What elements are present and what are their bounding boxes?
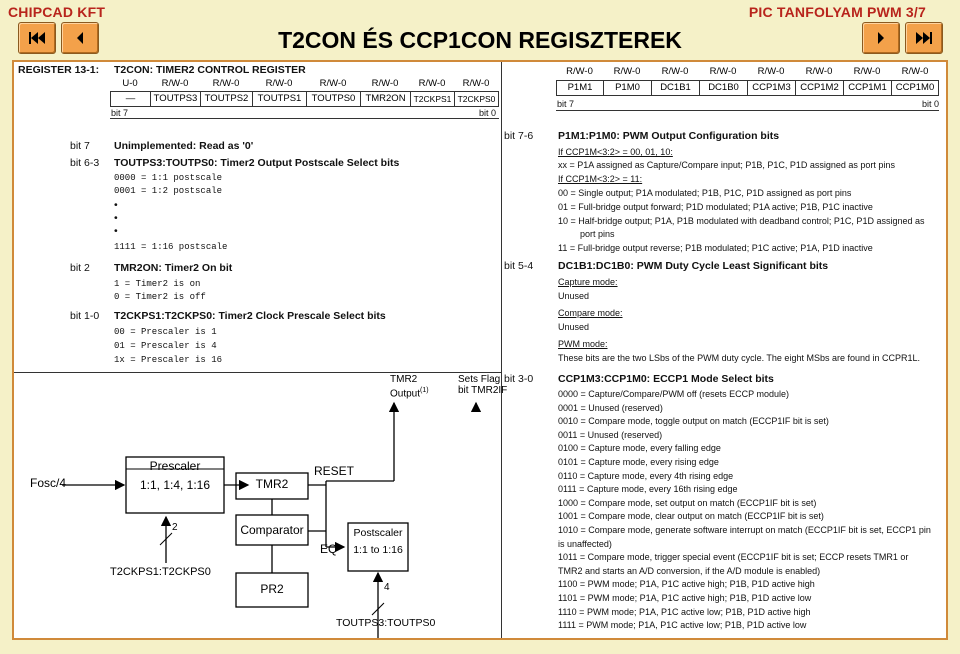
- mode-item: TMR2 and starts an A/D conversion, if the A/D module is enabled): [558, 565, 821, 576]
- bit-cell: TMR2ON: [360, 91, 411, 107]
- bit-cell: P1M1: [556, 80, 604, 96]
- access-5: R/W-0: [371, 78, 399, 89]
- access-7: R/W-0: [901, 66, 929, 77]
- bit-cell: TOUTPS1: [252, 91, 307, 107]
- mode-item: 1010 = Compare mode, generate software interrupt on match (ECCP1IF bit is set, ECCP1 pin: [558, 524, 931, 535]
- option-line: 00 = Single output; P1A modulated; P1B, P1C, P1D assigned as port pins: [558, 188, 852, 198]
- access-6: R/W-0: [853, 66, 881, 77]
- access-2: R/W-0: [212, 78, 240, 89]
- access-5: R/W-0: [805, 66, 833, 77]
- bit-description: DC1B1:DC1B0: PWM Duty Cycle Least Significant bits: [558, 260, 829, 272]
- mode-item: 0101 = Capture mode, every rising edge: [558, 456, 719, 467]
- register-title: T2CON: TIMER2 CONTROL REGISTER: [114, 64, 306, 76]
- triangle-left-icon: [74, 31, 86, 45]
- tmr2-output-label: [390, 374, 429, 399]
- bit-cell: DC1B1: [651, 80, 700, 96]
- access-2: R/W-0: [661, 66, 689, 77]
- prescaler-values: 1:1, 1:4, 1:16: [139, 478, 211, 492]
- bit-cell: CCP1M0: [891, 80, 939, 96]
- timer2-block-diagram: [14, 373, 501, 638]
- pr2-label: PR2: [260, 582, 284, 596]
- bit-cell: TOUTPS2: [200, 91, 253, 107]
- previous-page-button[interactable]: [61, 22, 99, 54]
- bit-cell: CCP1M3: [747, 80, 796, 96]
- mode-item: 0000 = Capture/Compare/PWM off (resets ECCP module): [558, 389, 790, 399]
- bit-7-label: bit 7: [111, 108, 129, 118]
- access-6: R/W-0: [418, 78, 446, 89]
- comparator-label: Comparator: [240, 523, 304, 537]
- option-line: xx = P1A assigned as Capture/Compare input; P1B, P1C, P1D assigned as port pins: [558, 160, 895, 170]
- option-line: 1 = Timer2 is on: [114, 279, 201, 289]
- postscaler-label: Postscaler: [353, 527, 403, 539]
- access-7: R/W-0: [462, 78, 490, 89]
- triangle-right-icon: [875, 31, 887, 45]
- register-underline: [110, 118, 499, 119]
- bit-description: TMR2ON: Timer2 On bit: [114, 262, 233, 274]
- bit-range: bit 1-0: [70, 310, 100, 322]
- tmr2-label: TMR2: [255, 477, 289, 491]
- option-line: 1111 = 1:16 postscale: [114, 242, 228, 252]
- bit-range: bit 7: [70, 140, 90, 152]
- toutps-label: TOUTPS3:TOUTPS0: [336, 617, 436, 629]
- option-line: port pins: [580, 229, 615, 239]
- mode-item: 1110 = PWM mode; P1A, P1C active low; P1B, P1D active high: [558, 606, 811, 617]
- access-3: R/W-0: [265, 78, 293, 89]
- mode-label: PWM mode:: [558, 339, 608, 349]
- skip-last-icon: [914, 31, 934, 45]
- fosc-label: Fosc/4: [30, 476, 67, 490]
- bit-cell: CCP1M1: [843, 80, 892, 96]
- mode-item: 1101 = PWM mode; P1A, P1C active high; P1B, P1D active low: [558, 592, 812, 603]
- content-panel: [12, 60, 948, 640]
- mode-item: 1111 = PWM mode; P1A, P1C active low; P1B, P1D active low: [558, 620, 807, 631]
- condition-line: If CCP1M<3:2> = 11:: [558, 174, 643, 184]
- tmr2-output-label-1: TMR2: [390, 374, 418, 385]
- access-0: U-0: [122, 78, 138, 89]
- mode-list: [558, 388, 931, 633]
- next-page-button[interactable]: [862, 22, 900, 54]
- mode-value: Unused: [558, 291, 590, 301]
- bit-description: CCP1M3:CCP1M0: ECCP1 Mode Select bits: [558, 373, 774, 385]
- register-label: REGISTER 13-1:: [18, 64, 100, 76]
- ellipsis-dot: •: [114, 225, 118, 237]
- bit-0-label: bit 0: [922, 99, 940, 109]
- bit-range: bit 5-4: [504, 260, 534, 272]
- bit-description: TOUTPS3:TOUTPS0: Timer2 Output Postscale Select bits: [114, 157, 400, 169]
- sets-flag-label: [458, 374, 507, 396]
- mode-item: is unaffected): [558, 538, 612, 549]
- access-1: R/W-0: [161, 78, 189, 89]
- mode-item: 0011 = Unused (reserved): [558, 429, 663, 440]
- p1m-heading: P1M1:P1M0: PWM Output Configuration bits: [558, 130, 780, 142]
- company-name: CHIPCAD KFT: [8, 4, 106, 20]
- register-underline: [556, 110, 939, 111]
- eq-label: EQ: [320, 542, 338, 556]
- last-page-button[interactable]: [905, 22, 943, 54]
- mode-item: 1011 = Compare mode, trigger special event (ECCP1IF bit is set; ECCP resets TMR1 or: [558, 552, 909, 563]
- access-4: R/W-0: [757, 66, 785, 77]
- option-line: 1x = Prescaler is 16: [114, 355, 223, 365]
- bit-cell: —: [110, 91, 151, 107]
- bit-description: [558, 130, 779, 142]
- first-page-button[interactable]: [18, 22, 56, 54]
- prescaler-label: Prescaler: [149, 459, 201, 473]
- bit-cell: P1M0: [603, 80, 652, 96]
- option-line: 01 = Full-bridge output forward; P1D modulated; P1A active; P1B, P1C inactive: [558, 202, 873, 212]
- skip-first-icon: [27, 31, 47, 45]
- mode-value: Unused: [558, 322, 590, 332]
- mode-item: 1100 = PWM mode; P1A, P1C active high; P1B, P1D active high: [558, 579, 815, 590]
- option-line: 0001 = 1:2 postscale: [114, 186, 223, 196]
- sets-flag-label-1: Sets Flag: [458, 374, 501, 385]
- postscaler-values: 1:1 to 1:16: [353, 544, 403, 556]
- sets-flag-label-2: bit TMR2IF: [458, 385, 508, 396]
- bit-cell: TOUTPS0: [306, 91, 361, 107]
- page-title: T2CON ÉS CCP1CON REGISZTEREK: [278, 27, 682, 53]
- mode-item: 0010 = Compare mode, toggle output on match (ECCP1IF bit is set): [558, 416, 829, 427]
- bit-0-label: bit 0: [479, 108, 497, 118]
- option-line: 10 = Half-bridge output; P1A, P1B modulated with deadband control; P1C, P1D assigned as: [558, 216, 925, 226]
- bus-width-4: 4: [384, 582, 390, 593]
- access-1: R/W-0: [613, 66, 641, 77]
- option-line: 11 = Full-bridge output reverse; P1B modulated; P1C active; P1A, P1D inactive: [558, 243, 873, 253]
- ellipsis-dot: •: [114, 199, 118, 211]
- option-line: 0000 = 1:1 postscale: [114, 173, 223, 183]
- bit-cell: T2CKPS0: [454, 91, 499, 107]
- mode-item: 0100 = Capture mode, every falling edge: [558, 443, 721, 454]
- footnote-mark: (1): [420, 387, 429, 394]
- access-4: R/W-0: [319, 78, 347, 89]
- mode-label: Capture mode:: [558, 277, 618, 287]
- mode-item: 0111 = Capture mode, every 16th rising edge: [558, 484, 738, 495]
- mode-label: Compare mode:: [558, 308, 623, 318]
- mode-item: 0110 = Capture mode, every 4th rising edge: [558, 470, 734, 481]
- mode-item: 0001 = Unused (reserved): [558, 402, 663, 413]
- bit-description: T2CKPS1:T2CKPS0: Timer2 Clock Prescale Select bits: [114, 310, 386, 322]
- reset-label: RESET: [314, 464, 355, 478]
- access-3: R/W-0: [709, 66, 737, 77]
- mode-value: These bits are the two LSbs of the PWM duty cycle. The eight MSbs are found in CCPR1L.: [558, 353, 921, 363]
- option-line: 0 = Timer2 is off: [114, 292, 206, 302]
- bit-cell: TOUTPS3: [150, 91, 201, 107]
- access-0: R/W-0: [566, 66, 593, 77]
- option-line: 00 = Prescaler is 1: [114, 327, 217, 337]
- bit-range: bit 3-0: [504, 373, 534, 385]
- bit-range: bit 2: [70, 262, 90, 274]
- bus-width-2: 2: [172, 522, 178, 533]
- bit-cell: T2CKPS1: [410, 91, 455, 107]
- bit-cell: CCP1M2: [795, 80, 844, 96]
- mode-item: 1000 = Compare mode, set output on match (ECCP1IF bit is set): [558, 497, 817, 508]
- bit-7-label: bit 7: [557, 99, 575, 109]
- t2ckps-label: T2CKPS1:T2CKPS0: [110, 566, 211, 578]
- course-label: PIC TANFOLYAM PWM 3/7: [748, 4, 926, 20]
- mode-item: 1001 = Compare mode, clear output on match (ECCP1IF bit is set): [558, 511, 824, 522]
- bit-range: bit 6-3: [70, 157, 100, 169]
- bit-description: Unimplemented: Read as '0': [114, 140, 254, 152]
- bit-range: bit 7-6: [504, 130, 534, 142]
- ellipsis-dot: •: [114, 212, 118, 224]
- option-line: 01 = Prescaler is 4: [114, 341, 217, 351]
- tmr2-output-label-2: Output: [390, 388, 421, 400]
- bit-cell: DC1B0: [699, 80, 748, 96]
- column-divider: [501, 62, 502, 638]
- condition-line: If CCP1M<3:2> = 00, 01, 10:: [558, 147, 673, 157]
